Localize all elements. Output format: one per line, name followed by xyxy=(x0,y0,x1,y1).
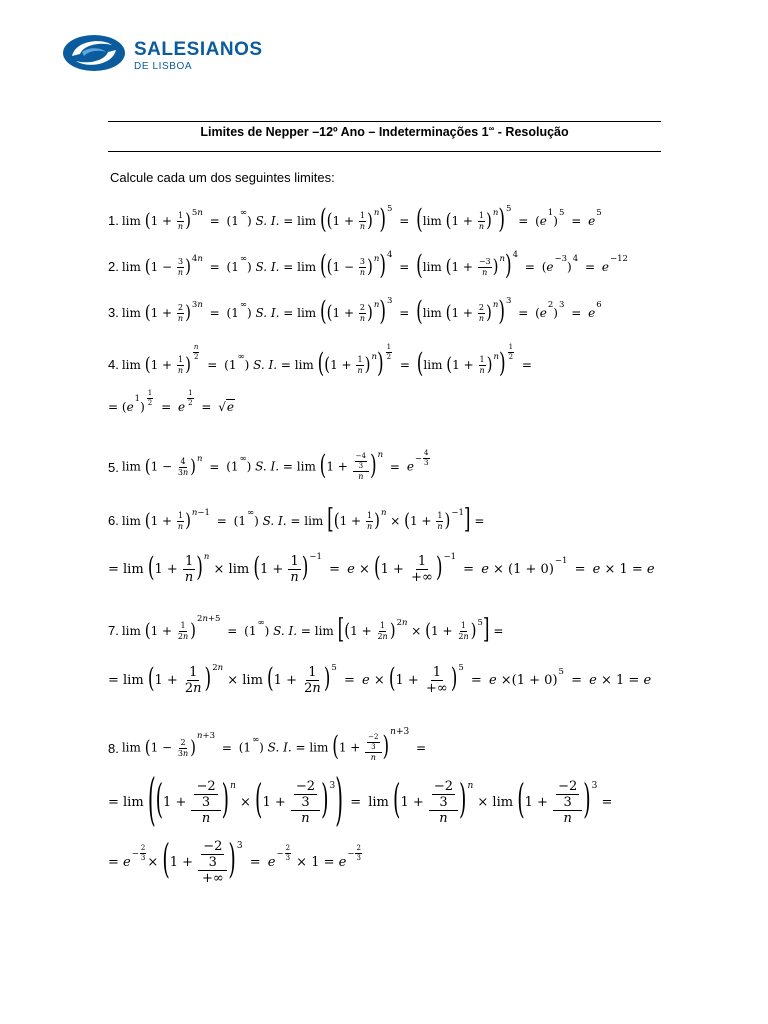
exercise-number: 3. xyxy=(108,304,119,320)
exercise-number: 5. xyxy=(108,459,119,475)
math-expression: lim (1 + $\frac{1}{n}$ ) $^{\frac{n}{2}}$ = (1∞) S. I. = lim ((1 + $\frac{1}{n}$ )$^n$) $^{\frac{1}{2}}$ = (lim (1 + $\frac{1}{n}$ )$^n$) $^{\frac{1}{2}}$ = xyxy=(121,342,532,380)
exercise-5 xyxy=(108,447,431,487)
math-expression: = $e^{- \frac{2}{3}}$ × (1 + $\frac{\frac{-2}{3}}{+\infty}$ )$^3 = e^{- \frac{2}{3}}$ × $1 = e^{- \frac{2}{3}}$ xyxy=(108,836,361,886)
exercise-8-line-1 xyxy=(108,728,429,768)
title-top-rule xyxy=(108,121,661,122)
math-expression: = lim (1 + $\frac{1}{2n}$ )$^{2n}$ × lim (1 + $\frac{1}{2n}$ )$^5$ = e × (1 + $\frac{1}{+\infty}$ )$^5 = e \times(1 + 0)^5 = e \times 1 = e$ xyxy=(108,662,652,696)
exercise-number: 2. xyxy=(108,258,119,274)
math-expression: lim (1 + $\frac{2}{n}$ )$^{3n}$ = (1∞) S. I. = lim ((1 + $\frac{2}{n}$ )$^n$)$^3$ = (lim (1 + $\frac{2}{n}$ )$^n)^3 = (e^2)^3 = e^6$ xyxy=(121,295,602,328)
exercise-6-line-2 xyxy=(108,549,655,589)
exercise-1 xyxy=(108,200,602,240)
instruction-text: Calcule cada um dos seguintes limites: xyxy=(110,170,335,185)
exercise-number: 6. xyxy=(108,512,119,528)
exercise-8-line-2 xyxy=(108,764,613,833)
math-expression: lim (1 + $\frac{1}{2n}$ )$^{2n+5}$ = (1∞) S. I. = lim [(1 + $\frac{1}{2n}$ )$^{2n}$ × (1 + $\frac{1}{2n}$ )$^5$] = xyxy=(121,613,504,646)
title-tail: - Resolução xyxy=(497,125,569,139)
exercise-2 xyxy=(108,246,628,286)
title-text: Limites de Nepper –12º Ano – Indeterminações 1 xyxy=(200,125,489,139)
math-expression: lim (1 − $\frac{3}{n}$ )$^{4n}$ = (1∞) S. I. = lim ((1 − $\frac{3}{n}$ )$^n$)$^4$ = (lim (1 + $\frac{-3}{n}$ )$^n)^4 = (e^{-3})^4 = e^{-12}$ xyxy=(121,249,628,282)
exercise-number: 4. xyxy=(108,356,119,372)
logo-name: SALESIANOS xyxy=(134,39,263,60)
math-expression: = lim ((1 + $\frac{\frac{-2}{3}}{n}$ )$^n$ × (1 + $\frac{\frac{-2}{3}}{n}$ )$^3$) = lim (1 + $\frac{\frac{-2}{3}}{n}$ )$^n$ × lim (1 + $\frac{\frac{-2}{3}}{n}$ )$^3$ = xyxy=(108,764,613,833)
exercise-7-line-1 xyxy=(108,610,503,650)
exercise-4-line-1 xyxy=(108,344,535,384)
math-expression: lim (1 + $\frac{1}{n}$ )$^{n-1}$ = (1∞) S. I. = lim [(1 + $\frac{1}{n}$ )$^n$ × (1 + $\frac{1}{n}$ )$^{-1}$] = xyxy=(121,503,485,536)
title-bottom-rule xyxy=(108,151,661,152)
document-title xyxy=(108,124,661,139)
school-logo xyxy=(62,30,262,78)
exercise-8-line-3 xyxy=(108,836,363,886)
title-superscript: ∞ xyxy=(488,124,495,133)
exercise-number: 8. xyxy=(108,740,119,756)
exercise-3 xyxy=(108,292,602,332)
math-expression: lim (1 − $\frac{2}{3n}$ )$^{n+3}$ = (1∞) S. I. = lim (1 + $\frac{\frac{-2}{3}}{n}$ )$^{n+3}$ = xyxy=(121,726,427,763)
salesianos-logo-icon xyxy=(62,30,128,76)
exercise-number: 1. xyxy=(108,212,119,228)
math-expression: lim (1 − $\frac{4}{3n}$ )$^n$ = (1∞) S. I. = lim (1 + $\frac{\frac{-4}{3}}{n}$ )$^n = e^{- \frac{4}{3}}$ xyxy=(121,448,429,482)
math-expression: lim (1 + $\frac{1}{n}$ )$^{5n}$ = (1∞) S. I. = lim ((1 + $\frac{1}{n}$ )$^n$)$^5$ = (lim (1 + $\frac{1}{n}$ )$^n)^5 = (e^1)^5 = e^5$ xyxy=(121,203,602,236)
exercise-6-line-1 xyxy=(108,500,484,540)
logo-subtitle: DE LISBOA xyxy=(134,61,193,72)
exercise-number: 7. xyxy=(108,622,119,638)
exercise-4-line-2 xyxy=(108,388,235,428)
math-expression: = $(e^1)$ $^{\frac{1}{2}}$ = e $^{\frac{1}{2}}$ = √e xyxy=(108,388,235,414)
exercise-7-line-2 xyxy=(108,660,651,700)
math-expression: = lim (1 + $\frac{1}{n}$ )$^n$ × lim (1 + $\frac{1}{n}$ )$^{-1}$ = e × (1 + $\frac{1}{+\infty}$ )$^{-1} = e \times (1 + 0)^{-1} = e \times 1 = e$ xyxy=(108,551,655,585)
